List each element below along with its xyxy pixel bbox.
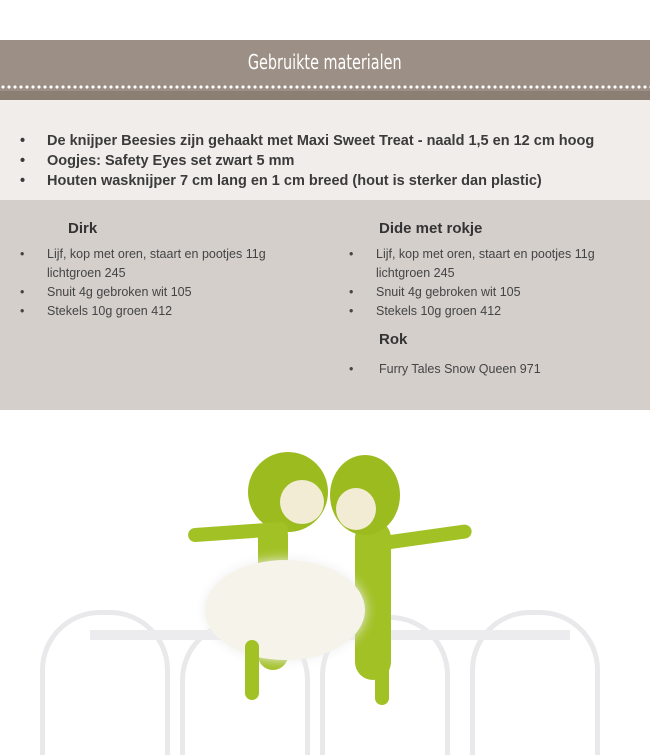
section-title: Gebruikte materialen xyxy=(248,50,402,74)
list-item: • Snuit 4g gebroken wit 105 xyxy=(349,283,626,302)
list-item: • Snuit 4g gebroken wit 105 xyxy=(20,283,297,302)
materials-section xyxy=(0,200,650,410)
list-item: • Lijf, kop met oren, staart en pootjes 11g lichtgroen 245 xyxy=(20,245,297,283)
list-item: • Stekels 10g groen 412 xyxy=(20,302,297,321)
list-item: • Lijf, kop met oren, staart en pootjes 11g lichtgroen 245 xyxy=(349,245,626,283)
toy-arm xyxy=(379,524,472,551)
rok-title: Rok xyxy=(379,331,408,348)
toy-leg xyxy=(375,650,389,705)
section-header xyxy=(0,40,650,84)
list-item: • Furry Tales Snow Queen 971 xyxy=(349,360,629,379)
toy-snout xyxy=(336,488,376,530)
dirk-column xyxy=(20,220,297,321)
intro-list xyxy=(20,131,594,191)
dirk-title: Dirk xyxy=(68,220,98,237)
toy-snout xyxy=(280,480,324,524)
list-item: • De knijper Beesies zijn gehaakt met Maxi Sweet Treat - naald 1,5 en 12 cm hoog xyxy=(20,131,594,151)
dotted-divider xyxy=(0,84,650,91)
list-item: • Oogjes: Safety Eyes set zwart 5 mm xyxy=(20,151,594,171)
toy-leg xyxy=(245,640,259,700)
product-photo xyxy=(0,410,650,750)
dide-column xyxy=(349,220,629,379)
list-item: • Stekels 10g groen 412 xyxy=(349,302,626,321)
header-strip xyxy=(0,91,650,100)
toy-skirt xyxy=(205,560,365,660)
dide-title: Dide met rokje xyxy=(379,220,483,237)
intro-section xyxy=(0,100,650,200)
list-item: • Houten wasknijper 7 cm lang en 1 cm breed (hout is sterker dan plastic) xyxy=(20,171,594,191)
